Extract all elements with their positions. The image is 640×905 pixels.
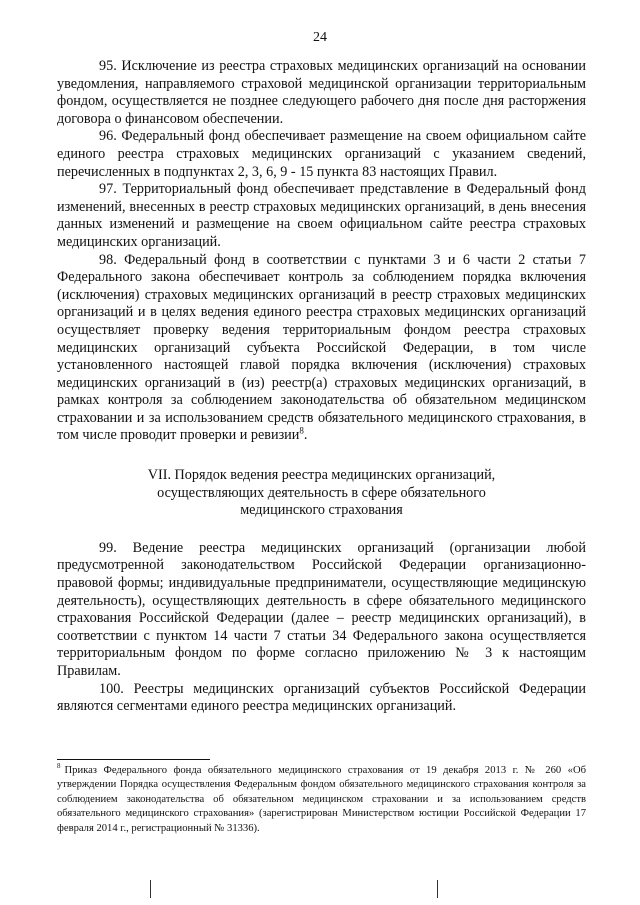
scan-mark-right (437, 880, 438, 898)
scan-mark-left (150, 880, 151, 898)
section-heading-line-1: VII. Порядок ведения реестра медицинских организаций, (147, 467, 496, 484)
footnote-separator (57, 759, 210, 760)
paragraph-98-end: . (303, 427, 308, 444)
footnote-marker: 8 (57, 762, 61, 771)
document-body (57, 58, 586, 716)
paragraph-97: 97. Территориальный фонд обеспечивает представление в Федеральный фонд изменений, внесенных в реестр страховых медицинских организаций, в день внесения данных изменений и размещение на своем официальном сайте реестра страховых медицинских организаций. (57, 181, 586, 250)
paragraph-98-text: 98. Федеральный фонд в соответствии с пунктами 3 и 6 части 2 статьи 7 Федерального закона обеспечивает контроль за соблюдением порядка включения (исключения) страховых медицинских организаций в реестр страховых медицинских организаций и в целях ведения единого реестра страховых медицинских организаций осуществляет проверку ведения территориальным фондом реестра страховых медицинских организаций субъекта Российской Федерации, в том числе установленного настоящей главой порядка включения (исключения) страховых медицинских организаций в (из) реестр(а) страховых медицинских организаций, в рамках контроля за соблюдением законодательства об обязательном медицинском страховании и за использованием средств обязательного медицинского страхования, в том числе проводит проверки и ревизии (57, 251, 586, 444)
paragraph-95: 95. Исключение из реестра страховых медицинских организаций на основании уведомления, направляемого страховой медицинской организации территориальным фондом, осуществляется не позднее следующего рабочего дня после дня расторжения договора о финансовом обеспечении. (57, 58, 586, 127)
page-number: 24 (313, 30, 327, 45)
footnote (57, 764, 586, 836)
paragraph-96: 96. Федеральный фонд обеспечивает размещение на своем официальном сайте единого реестра страховых медицинских организаций с указанием сведений, перечисленных в подпунктах 2, 3, 6, 9 - 15 пункта 83 настоящих Правил. (57, 128, 586, 180)
footnote-reference[interactable]: 8 (299, 425, 304, 436)
paragraph-100: 100. Реестры медицинских организаций субъектов Российской Федерации являются сегментами единого реестра медицинских организаций. (57, 680, 586, 715)
paragraph-98 (57, 252, 586, 446)
section-heading (57, 467, 586, 520)
footnote-text: Приказ Федерального фонда обязательного медицинского страхования от 19 декабря 2013 г. № 260 «Об утверждении Порядка осуществления Федеральным фондом обязательного медицинского страхования контроля за соблюдением законодательства об обязательном медицинском страховании и за использованием средств обязательного медицинского страхования» (зарегистрирован Министерством юстиции Российской Федерации 17 февраля 2014 г., регистрационный № 31336). (57, 765, 586, 834)
paragraph-99: 99. Ведение реестра медицинских организаций (организации любой предусмотренной законодательством Российской Федерации организационно-правовой формы; индивидуальные предприниматели, осуществляющие медицинскую деятельность), осуществляющих деятельность в сфере обязательного медицинского страхования Российской Федерации (далее – реестр медицинских организаций), в соответствии с пунктом 14 части 7 статьи 34 Федерального закона осуществляется территориальным фондом по форме согласно приложению № 3 к настоящим Правилам. (57, 539, 586, 679)
section-heading-line-2: осуществляющих деятельность в сфере обязательного (157, 484, 486, 501)
section-heading-line-3: медицинского страхования (240, 502, 403, 519)
